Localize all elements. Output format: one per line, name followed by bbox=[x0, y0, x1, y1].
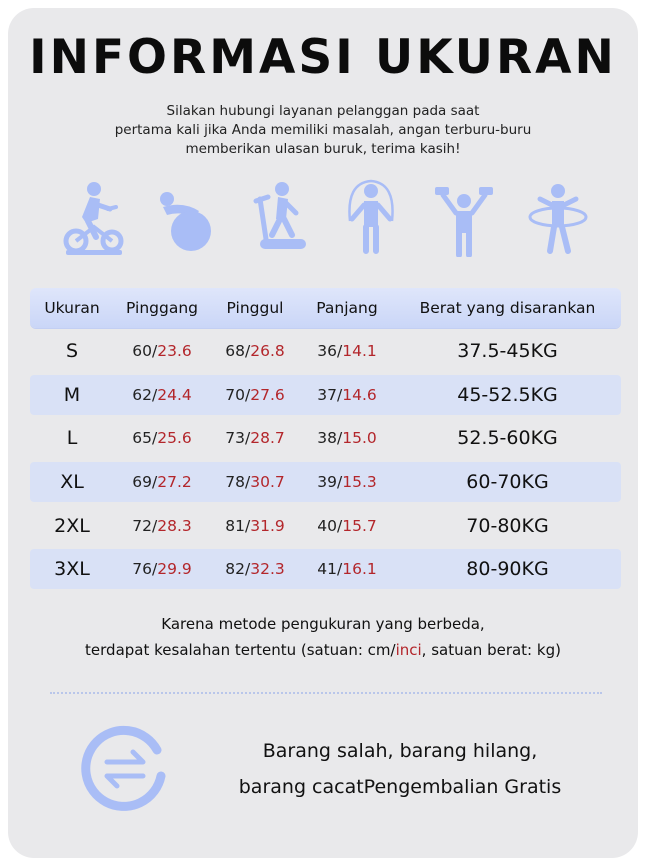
waist-value: 76/29.9 bbox=[132, 560, 192, 578]
hip-value: 82/32.3 bbox=[225, 560, 285, 578]
subtitle-line: memberikan ulasan buruk, terima kasih! bbox=[185, 141, 461, 157]
weight-value: 45-52.5KG bbox=[457, 384, 558, 406]
length-value: 41/16.1 bbox=[317, 560, 377, 578]
waist-value: 72/28.3 bbox=[132, 517, 192, 535]
return-line: barang cacatPengembalian Gratis bbox=[238, 776, 562, 798]
weight-value: 60-70KG bbox=[466, 471, 549, 493]
table-row bbox=[30, 331, 621, 371]
treadmill-icon bbox=[246, 179, 312, 257]
header-weight: Berat yang disarankan bbox=[419, 299, 596, 317]
table-row bbox=[30, 506, 621, 546]
size-label: S bbox=[65, 340, 79, 362]
size-label: M bbox=[63, 384, 81, 406]
cycling-icon bbox=[60, 179, 126, 257]
dumbbell-icon bbox=[431, 179, 497, 257]
length-value: 38/15.0 bbox=[317, 429, 377, 447]
measurement-note bbox=[0, 611, 646, 663]
size-label: 3XL bbox=[54, 558, 90, 580]
jump-rope-icon bbox=[338, 179, 404, 257]
table-header bbox=[30, 288, 621, 328]
table-row bbox=[30, 418, 621, 458]
note-line: Karena metode pengukuran yang berbeda, bbox=[161, 615, 485, 633]
hip-value: 78/30.7 bbox=[225, 473, 285, 491]
length-value: 40/15.7 bbox=[317, 517, 377, 535]
header-size: Ukuran bbox=[44, 299, 100, 317]
sport-icons bbox=[60, 178, 590, 258]
return-exchange-icon bbox=[77, 720, 173, 816]
yoga-ball-icon bbox=[153, 179, 219, 257]
waist-value: 62/24.4 bbox=[132, 386, 192, 404]
hip-value: 81/31.9 bbox=[225, 517, 285, 535]
subtitle-line: pertama kali jika Anda memiliki masalah, angan terburu-buru bbox=[114, 122, 532, 138]
weight-value: 70-80KG bbox=[466, 515, 549, 537]
header-length: Panjang bbox=[316, 299, 378, 317]
size-label: L bbox=[66, 427, 78, 449]
hip-value: 70/27.6 bbox=[225, 386, 285, 404]
page-title: INFORMASI UKURAN bbox=[29, 30, 617, 85]
waist-value: 69/27.2 bbox=[132, 473, 192, 491]
table-row bbox=[30, 375, 621, 415]
subtitle-line: Silakan hubungi layanan pelanggan pada saat bbox=[166, 103, 480, 119]
weight-value: 80-90KG bbox=[466, 558, 549, 580]
note-line: terdapat kesalahan tertentu (satuan: cm/inci, satuan berat: kg) bbox=[85, 641, 561, 659]
hip-value: 73/28.7 bbox=[225, 429, 285, 447]
length-value: 36/14.1 bbox=[317, 342, 377, 360]
free-return-text bbox=[190, 733, 610, 805]
size-label: 2XL bbox=[54, 515, 90, 537]
size-label: XL bbox=[60, 471, 84, 493]
waist-value: 60/23.6 bbox=[132, 342, 192, 360]
header-waist: Pinggang bbox=[126, 299, 198, 317]
return-line: Barang salah, barang hilang, bbox=[262, 740, 538, 762]
length-value: 39/15.3 bbox=[317, 473, 377, 491]
length-value: 37/14.6 bbox=[317, 386, 377, 404]
weight-value: 37.5-45KG bbox=[457, 340, 558, 362]
weight-value: 52.5-60KG bbox=[457, 427, 558, 449]
header-hip: Pinggul bbox=[226, 299, 284, 317]
dotted-divider bbox=[50, 692, 602, 694]
waist-value: 65/25.6 bbox=[132, 429, 192, 447]
hip-value: 68/26.8 bbox=[225, 342, 285, 360]
hula-hoop-icon bbox=[524, 179, 590, 257]
subtitle bbox=[0, 102, 646, 159]
table-row bbox=[30, 462, 621, 502]
table-row bbox=[30, 549, 621, 589]
